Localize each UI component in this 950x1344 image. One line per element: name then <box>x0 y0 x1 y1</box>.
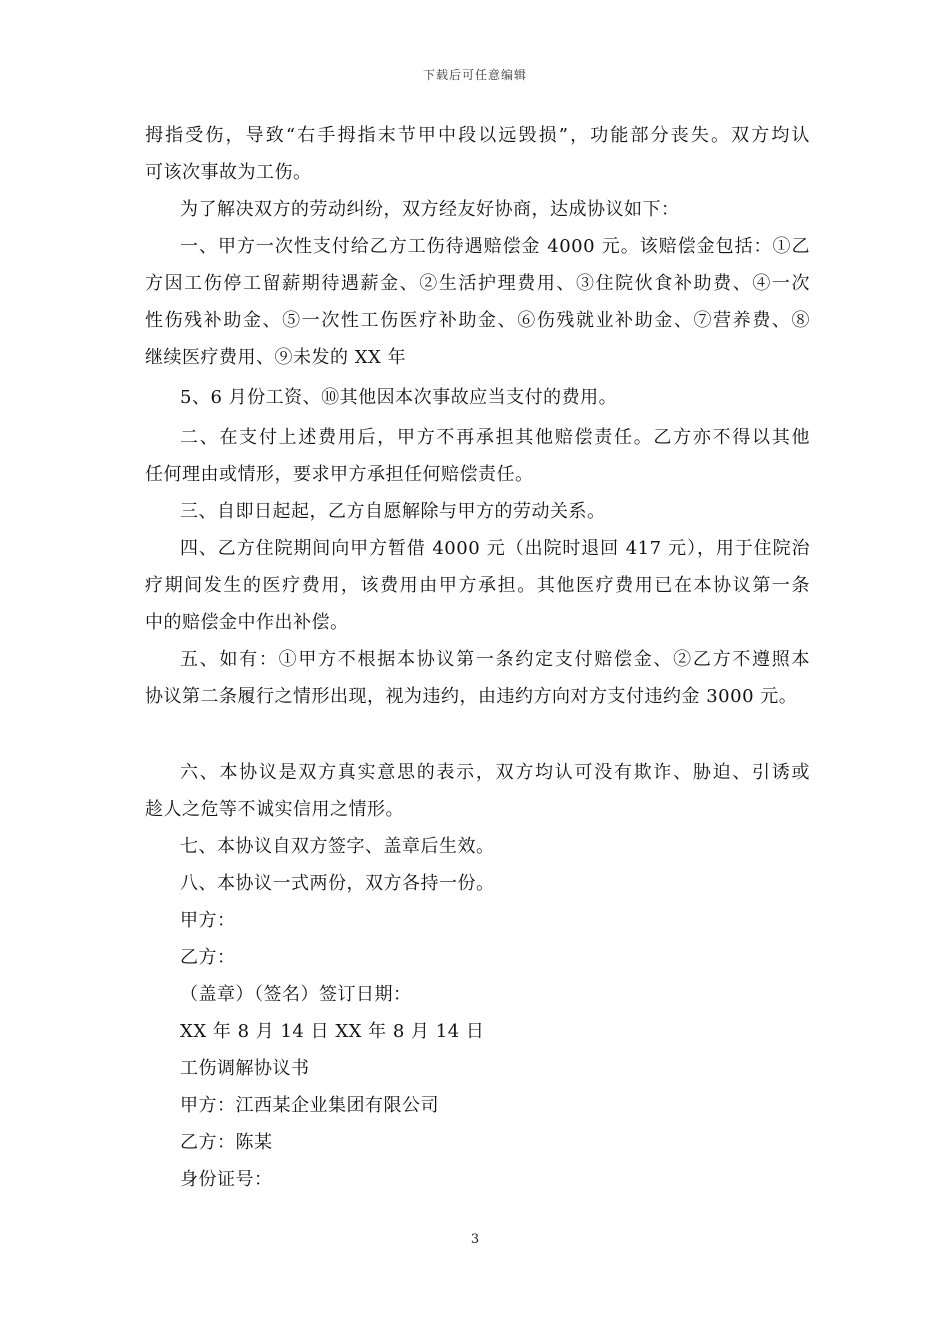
paragraph-line: 为了解决双方的劳动纠纷，双方经友好协商，达成协议如下： <box>180 199 680 220</box>
paragraph-line: 疗期间发生的医疗费用，该费用由甲方承担。其他医疗费用已在本协议第一条 <box>145 575 810 596</box>
paragraph-line: 趁人之危等不诚实信用之情形。 <box>145 799 404 820</box>
paragraph-line: 5、6 月份工资、⑩其他因本次事故应当支付的费用。 <box>180 387 618 408</box>
paragraph-line: 三、自即日起起，乙方自愿解除与甲方的劳动关系。 <box>180 501 606 522</box>
id-number-label: 身份证号： <box>180 1169 273 1190</box>
paragraph-line: 继续医疗费用、⑨未发的 XX 年 <box>145 347 407 368</box>
page-header: 下载后可任意编辑 <box>422 68 527 82</box>
signature-line: （盖章）（签名）签订日期： <box>180 984 412 1005</box>
paragraph-line: 性伤残补助金、⑤一次性工伤医疗补助金、⑥伤残就业补助金、⑦营养费、⑧ <box>145 310 810 331</box>
paragraph-line: 二、在支付上述费用后，甲方不再承担其他赔偿责任。乙方亦不得以其他 <box>180 427 810 448</box>
paragraph-line: 任何理由或情形，要求甲方承担任何赔偿责任。 <box>145 464 534 485</box>
paragraph-line: 中的赔偿金中作出补偿。 <box>145 612 349 633</box>
paragraph-line: 协议第二条履行之情形出现，视为违约，由违约方向对方支付违约金 3000 元。 <box>145 686 798 707</box>
paragraph-line: 五、如有：①甲方不根据本协议第一条约定支付赔偿金、②乙方不遵照本 <box>180 649 810 670</box>
paragraph-line: 四、乙方住院期间向甲方暂借 4000 元（出院时退回 417 元），用于住院治 <box>180 538 810 559</box>
paragraph-line: 八、本协议一式两份，双方各持一份。 <box>180 873 495 894</box>
signing-dates: XX 年 8 月 14 日 XX 年 8 月 14 日 <box>180 1021 485 1042</box>
section-title: 工伤调解协议书 <box>180 1058 310 1079</box>
party-b-label: 乙方： <box>180 947 236 968</box>
party-b-name: 乙方：陈某 <box>180 1132 273 1153</box>
paragraph-line: 拇指受伤，导致“右手拇指末节甲中段以远毁损”，功能部分丧失。双方均认 <box>145 125 810 146</box>
party-a-label: 甲方： <box>180 910 236 931</box>
party-a-name: 甲方：江西某企业集团有限公司 <box>180 1095 439 1116</box>
paragraph-line: 一、甲方一次性支付给乙方工伤待遇赔偿金 4000 元。该赔偿金包括：①乙 <box>180 236 810 257</box>
paragraph-line: 可该次事故为工伤。 <box>145 162 312 183</box>
page-number: 3 <box>470 1232 480 1247</box>
paragraph-line: 六、本协议是双方真实意思的表示，双方均认可没有欺诈、胁迫、引诱或 <box>180 762 810 783</box>
paragraph-line: 方因工伤停工留薪期待遇薪金、②生活护理费用、③住院伙食补助费、④一次 <box>145 273 810 294</box>
paragraph-line: 七、本协议自双方签字、盖章后生效。 <box>180 836 495 857</box>
